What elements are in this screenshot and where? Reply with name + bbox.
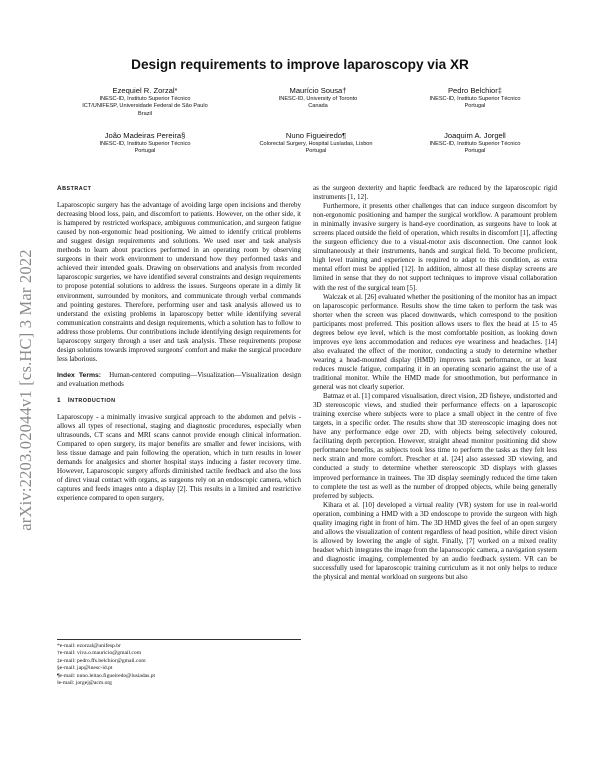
author-affiliation: INESC-ID, Instituto Superior Técnico bbox=[429, 96, 521, 102]
author-name: Joaquim A. Jorge‖ bbox=[444, 131, 506, 140]
arxiv-sidebar bbox=[6, 200, 46, 580]
author-affiliation: Portugal bbox=[464, 148, 486, 155]
footnote-email[interactable]: §e-mail: jap@inesc-id.pt bbox=[57, 665, 113, 672]
author-affiliation: INESC-ID, Instituto Superior Técnico bbox=[429, 141, 521, 147]
right-column bbox=[313, 184, 557, 582]
author-affiliation: Portugal bbox=[134, 148, 156, 155]
introduction-paragraph: Laparoscopy - a minimally invasive surgical approach to the abdomen and pelvis - allows all types of resectional, staging and diagnostic procedures, especially when ultrasounds, CT scans and MRI scans cannot provide enough clinical information. Compared to open surgery, its major benefits are smaller and fewer incisions, with less tissue damage and pain following the operation, which in turn results in lower demands for analgesics and shorter hospital stays inducing a faster recovery time. However, Laparoscopic surgery affords diminished tactile feedback and also the loss of direct visual contact with organs, as surgeons rely on an endoscopic camera, which captures and feeds images onto a display [2]. This results in a limited and restrictive experience compared to open surgery, bbox=[57, 413, 301, 503]
footnote-email[interactable]: ¶e-mail: nuno.leitao.figueiredo@lusiadas.pt bbox=[57, 672, 156, 679]
footnote-email[interactable]: †e-mail: viva.o.mauricio@gmail.com bbox=[57, 650, 142, 657]
footnotes bbox=[57, 639, 301, 688]
author-affiliation: INESC-ID, Instituto Superior Técnico bbox=[99, 141, 191, 147]
author-affiliation: Colorectal Surgery, Hospital Lusíadas, Lisbon bbox=[259, 141, 373, 147]
index-terms: Index Terms: Human-centered computing—Visualization—Visualization design and evaluation methods bbox=[57, 370, 301, 388]
author-affiliation: Canada bbox=[308, 103, 328, 110]
author-affiliation: INESC-ID, Instituto Superior Técnico bbox=[99, 96, 191, 102]
footnote-email[interactable]: ‡e-mail: pedro.ffs.belchior@gmail.com bbox=[57, 657, 146, 664]
paper-title: Design requirements to improve laparoscopy via XR bbox=[131, 57, 469, 72]
author-affiliation: INESC-ID, University of Toronto bbox=[278, 96, 358, 102]
introduction-heading: 1 INTRODUCTION bbox=[57, 396, 116, 404]
author-name: Maurício Sousa† bbox=[289, 86, 347, 95]
body-paragraph: Batmaz et al. [1] compared visualisation, direct vision, 2D fisheye, undistorted and 3D stereoscopic views, and studied their performance effects on a laparoscopic training exercise where subjects were to place a small object in the centre of five targets, in a specific order. The results show that 3D stereoscopic imaging does not have any performance edge over 2D, with objects being selectively coloured, facilitating depth perception. However, straight ahead monitor positioning did show performance benefits, as subjects took less time to perform the tasks as they felt less neck strain and more comfort. Prescher et al. [24] also assessed 3D viewing, and conducted a study to determine whether stereoscopic 3D displays with glasses improved performance in trainees. The 3D display seemingly reduced the time taken to complete the test as well as the number of dropped objects, while being generally preferred by subjects. bbox=[313, 392, 557, 500]
author-name: Ezequiel R. Zorzal* bbox=[112, 86, 178, 95]
arxiv-identifier[interactable]: arXiv:2203.02044v1 [cs.HC] 3 Mar 2022 bbox=[16, 249, 35, 531]
author-affiliation: Brazil bbox=[138, 110, 152, 117]
body-paragraph: as the surgeon dexterity and haptic feedback are reduced by the laparoscopic rigid instruments [1, 12]. bbox=[313, 184, 557, 202]
author-block-6 bbox=[400, 131, 550, 156]
author-affiliation: Portugal bbox=[464, 103, 486, 110]
left-column bbox=[57, 184, 301, 504]
body-paragraph: Walczak et al. [26] evaluated whether the positioning of the monitor has an impact on laparoscopic performance. Results show the time taken to perform the task was shorter when the screen was placed downwards, which correspond to the position participants most preferred. This position allows users to flex the head at 15 to 45 degrees below eye level, which is the most comfortable position, as looking down improves eye lens accommodation and reduces eye weariness and headaches. [14] also evaluated the effect of the monitor, conducting a study to determine whether wearing a head-mounted display (HMD) improves task performance, or at least reduces muscle fatigue, comparing it in an operating scenario against the use of a traditional monitor. While the HMD made for smoothmotion, but performance in general was not clearly superior. bbox=[313, 292, 557, 392]
abstract-text: Laparoscopic surgery has the advantage of avoiding large open incisions and thereby decreasing blood loss, pain, and discomfort to patients. However, on the other side, it is hampered by restricted workspace, ambiguous communication, and surgeon fatigue caused by non-ergonomic head positioning. We aimed to identify critical problems and suggest design requirements and solutions. We used user and task analysis methods to learn about practices performed in an operating room by observing surgeons in their work environment to understand how they performed tasks and achieved their intended goals. Drawing on observations and analysis from recorded laparoscopic surgeries, we have identified several constraints and design requirements to propose potential solutions to address the issues. Surgeons operate in a dimly lit environment, surrounded by monitors, and communicate through verbal commands and pointing gestures. Therefore, performing user and task analysis allowed us to understand the existing problems in laparoscopy better while identifying several communication constraints and design requirements, which a solution has to follow to address those problems. Our contributions include identifying design requirements for laparoscopy surgery through a user and task analysis. These requirements propose design solutions towards improved surgeons' comfort and make the surgical procedure less laborious. bbox=[57, 201, 301, 363]
body-paragraph: Kihara et al. [10] developed a virtual reality (VR) system for use in real-world operation, combining a HMD with a 3D endoscope to provide the surgeon with high quality imaging right in front of him. The 3D HMD gives the feel of an open surgery and allows the visualization of content regardless of head position, while direct vision is allowed by lowering the angle of sight. Finally, [7] worked on a mixed reality headset which integrates the image from the laparoscopic camera, a navigation system and diagnostic imaging, complemented by an audio feedback system. VR can be successfully used for laparoscopic training curriculum as it not only helps to reduce the physical and mental workload on surgeons but also bbox=[313, 500, 557, 582]
author-affiliation: Portugal bbox=[305, 148, 327, 155]
abstract-heading: ABSTRACT bbox=[57, 185, 92, 192]
author-name: Nuno Figueiredo¶ bbox=[285, 131, 347, 140]
author-block-5 bbox=[236, 131, 396, 156]
footnote-email[interactable]: *e-mail: ezorzal@unifesp.br bbox=[57, 643, 121, 649]
body-paragraph: Furthermore, it presents other challenges that can induce surgeon discomfort by non-ergonomic positioning and hamper the surgical workflow. A paramount problem in minimally invasive surgery is hand-eye coordination, as surgeons have to look at screens placed outside the field of operation, which results in discomfort [1], affecting the surgeon efficiency due to a visual-motor axis disconnection. One cannot look simultaneously at their instruments, hands and surgical field. To become proficient, high level training and experience is required to adapt to this condition, as extra mental effort must be applied [12]. In addition, almost all these display screens are limited in sense that they do not support techniques to improve visual collaboration with the rest of the surgical team [5]. bbox=[313, 202, 557, 292]
author-block-2 bbox=[250, 86, 386, 111]
author-block-1 bbox=[52, 86, 238, 118]
author-block-3 bbox=[400, 86, 550, 111]
author-affiliation: ICT/UNIFESP, Universidade Federal de São Paulo bbox=[82, 103, 208, 110]
author-name: João Madeiras Pereira§ bbox=[104, 131, 186, 140]
footnote-email[interactable]: ‖e-mail: jorgej@acm.org bbox=[57, 680, 112, 687]
author-name: Pedro Belchior‡ bbox=[447, 86, 503, 95]
author-block-4 bbox=[52, 131, 238, 156]
